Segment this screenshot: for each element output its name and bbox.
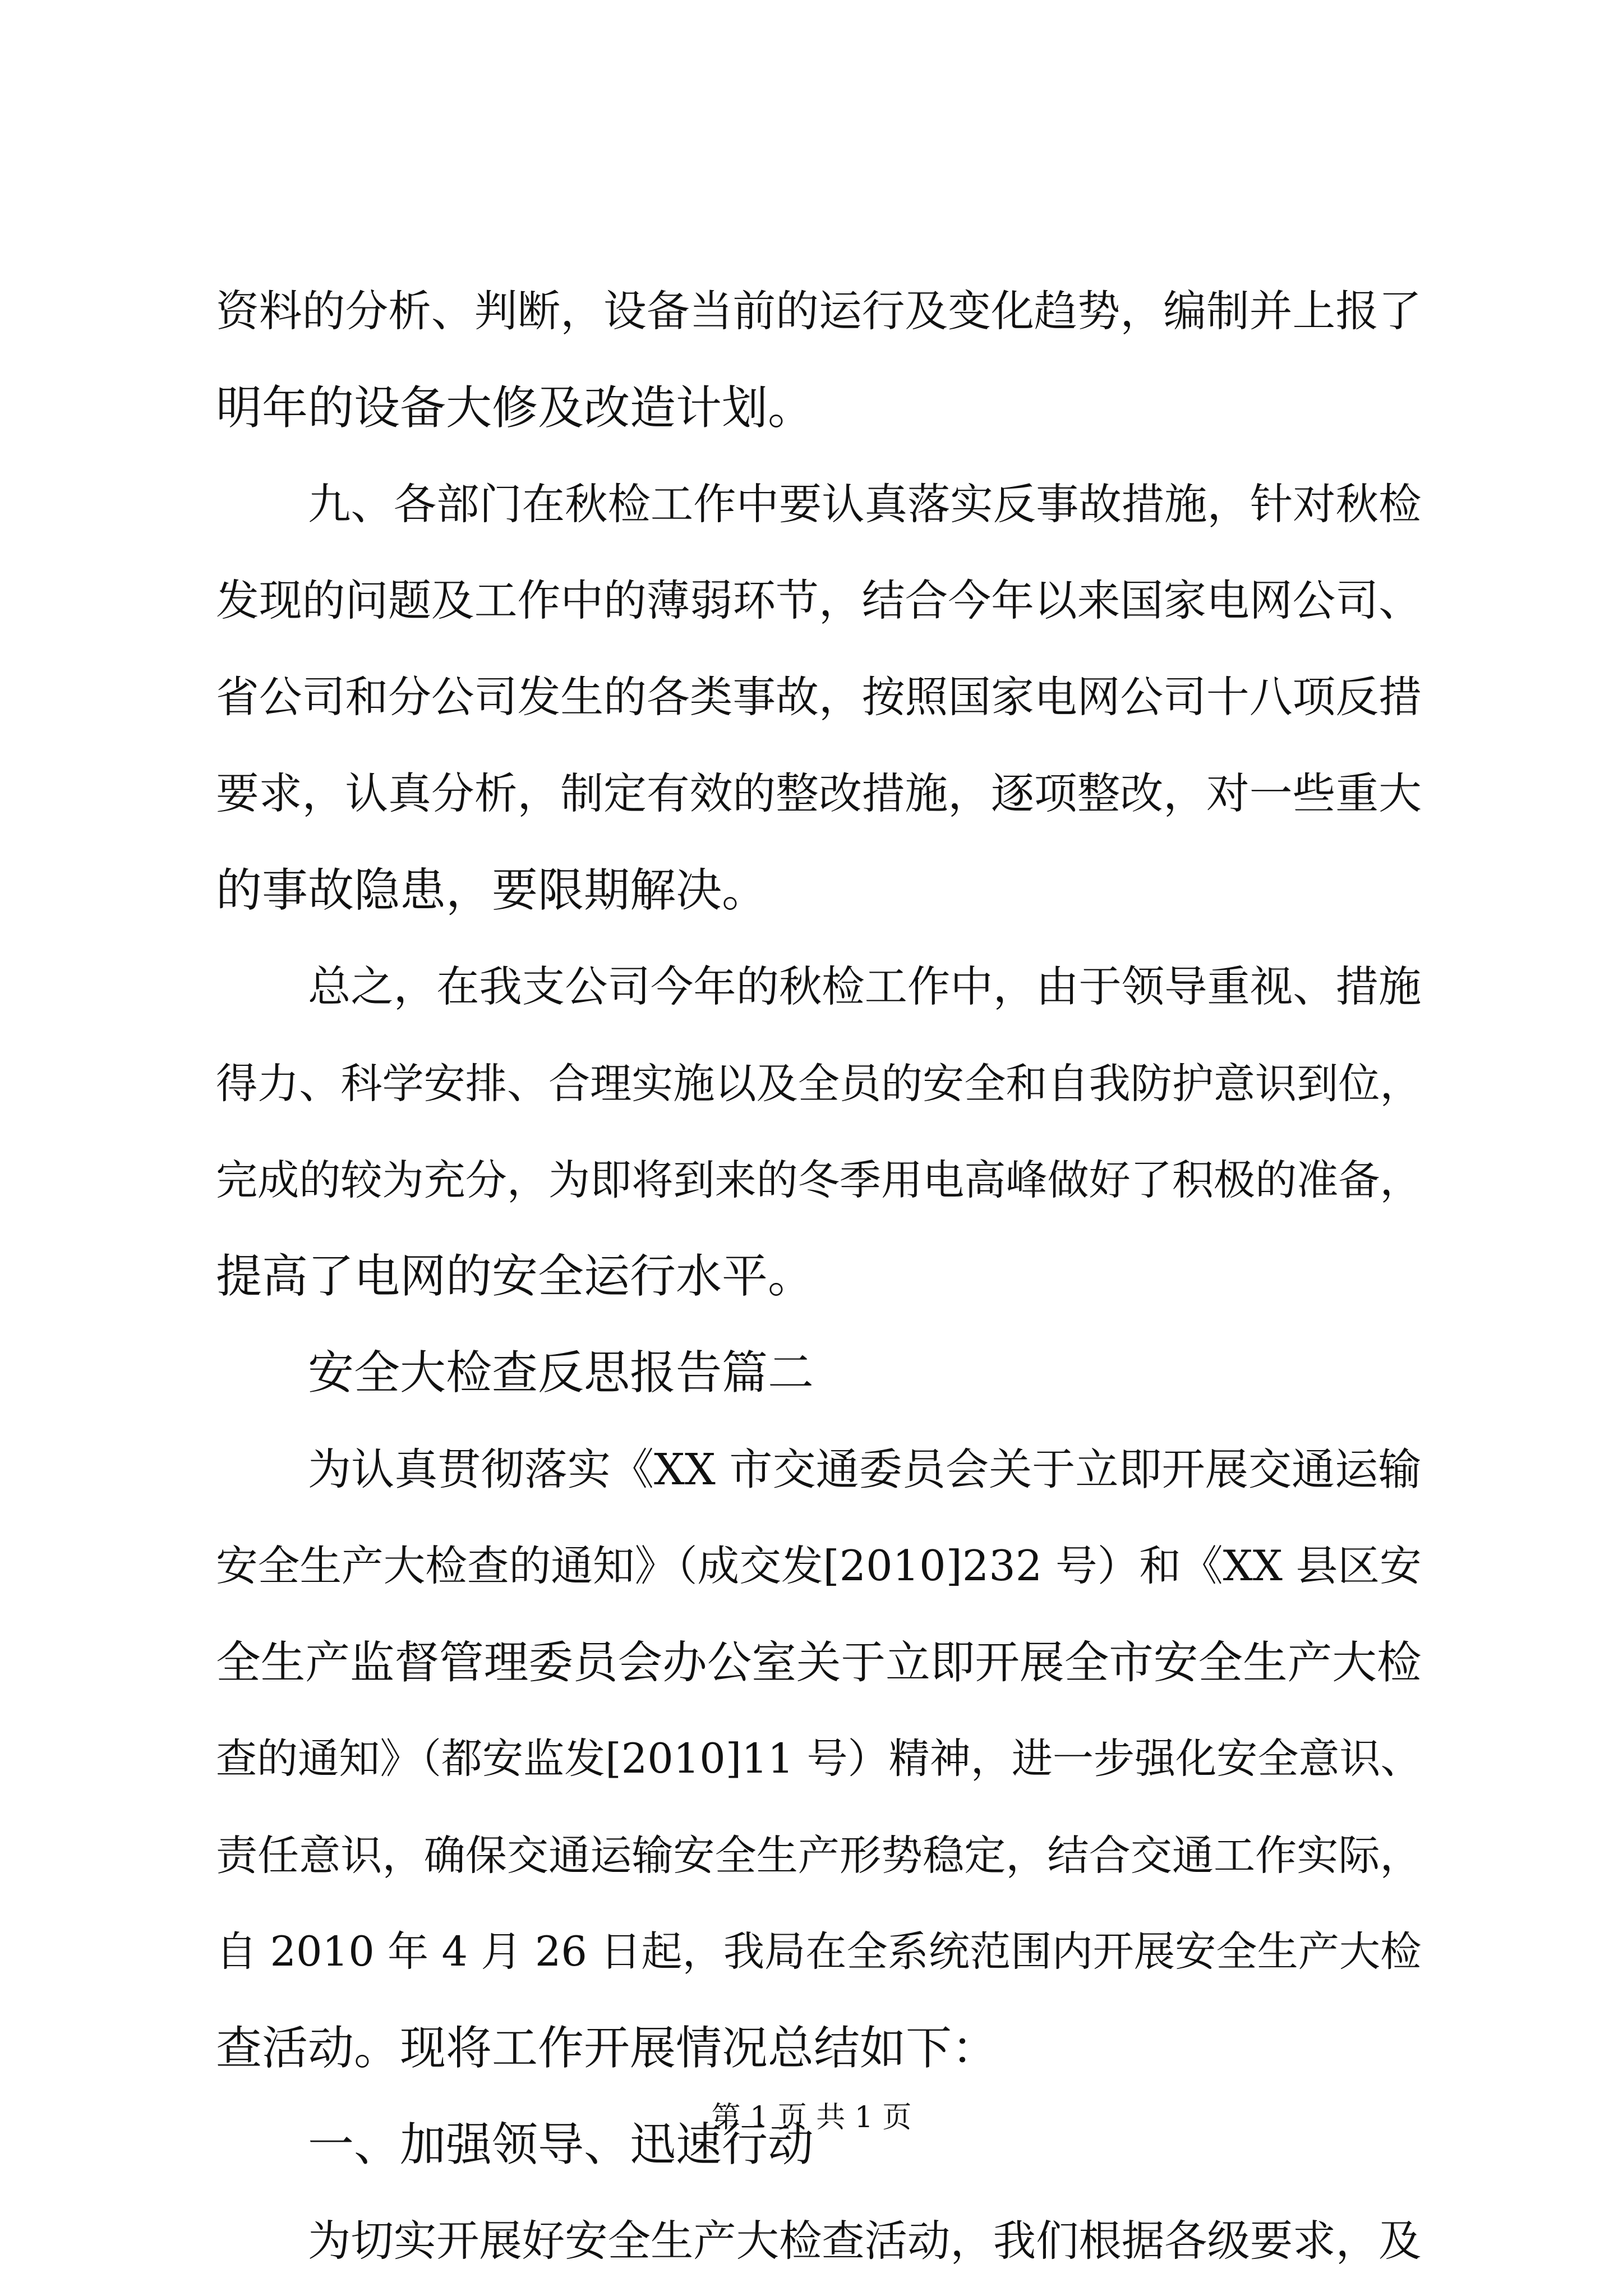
text-line: 安全生产大检查的通知》（成交发[2010]232 号）和《XX 县区安	[216, 1542, 1422, 1590]
page-footer: 第 1 页 共 1 页	[711, 2101, 912, 2134]
text-line: 九、各部门在秋检工作中要认真落实反事故措施，针对秋检	[308, 480, 1422, 530]
text-line: 一、加强领导、迅速行动	[308, 2118, 814, 2171]
text-line: 安全大检查反思报告篇二	[308, 1346, 814, 1400]
text-line: 责任意识，确保交通运输安全生产形势稳定，结合交通工作实际，	[216, 1832, 1422, 1880]
text-line: 查的通知》（都安监发[2010]11 号）精神，进一步强化安全意识、	[216, 1735, 1422, 1783]
text-line: 得力、科学安排、合理实施以及全员的安全和自我防护意识到位，	[216, 1060, 1422, 1108]
text-line: 完成的较为充分，为即将到来的冬季用电高峰做好了积极的准备，	[216, 1156, 1422, 1204]
document-body	[216, 264, 1422, 2290]
text-line: 提高了电网的安全运行水平。	[216, 1250, 814, 1303]
text-line: 查活动。现将工作开展情况总结如下：	[216, 2022, 998, 2075]
text-line: 为认真贯彻落实《XX 市交通委员会关于立即开展交通运输	[308, 1444, 1422, 1495]
text-line: 自 2010 年 4 月 26 日起，我局在全系统范围内开展安全生产大检	[216, 1928, 1422, 1976]
text-line: 资料的分析、判断，设备当前的运行及变化趋势，编制并上报了	[216, 287, 1422, 337]
text-line: 发现的问题及工作中的薄弱环节，结合今年以来国家电网公司、	[216, 576, 1422, 626]
text-line: 总之，在我支公司今年的秋检工作中，由于领导重视、措施	[308, 962, 1422, 1012]
text-line: 全生产监督管理委员会办公室关于立即开展全市安全生产大检	[216, 1636, 1422, 1688]
text-line: 明年的设备大修及改造计划。	[216, 381, 814, 435]
text-line: 省公司和分公司发生的各类事故，按照国家电网公司十八项反措	[216, 673, 1422, 723]
text-line: 的事故隐患，要限期解决。	[216, 864, 768, 917]
text-line: 为切实开展好安全生产大检查活动，我们根据各级要求，及	[308, 2216, 1422, 2266]
text-line: 要求，认真分析，制定有效的整改措施，逐项整改，对一些重大	[216, 769, 1422, 819]
